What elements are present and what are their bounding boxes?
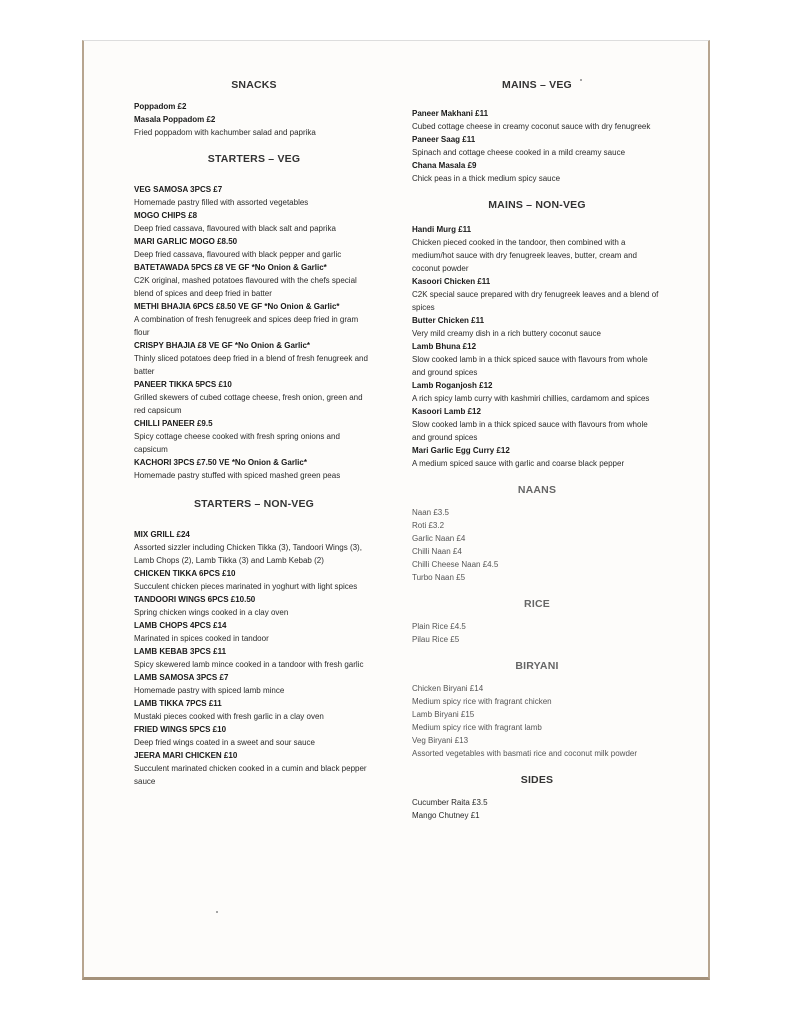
menu-line: Garlic Naan £4 xyxy=(412,534,466,543)
menu-item-title: CHICKEN TIKKA 6PCS £10 xyxy=(134,569,236,578)
menu-item-desc: Grilled skewers of cubed cottage cheese, fresh onion, green and red capsicum xyxy=(134,393,363,415)
menu-item-title: Kasoori Chicken £11 xyxy=(412,277,491,286)
biryani-section xyxy=(412,682,662,760)
menu-item-title: LAMB CHOPS 4PCS £14 xyxy=(134,621,227,630)
menu-item-desc: C2K special sauce prepared with dry fenugreek leaves and a blend of spices xyxy=(412,290,659,312)
menu-item-desc: Thinly sliced potatoes deep fried in a blend of fresh fenugreek and batter xyxy=(134,354,368,376)
menu-item-title: TANDOORI WINGS 6PCS £10.50 xyxy=(134,595,256,604)
menu-item-desc: Spicy cottage cheese cooked with fresh spring onions and capsicum xyxy=(134,432,340,454)
menu-item-desc: Chicken pieced cooked in the tandoor, then combined with a medium/hot sauce with dry fenugreek leaves, butter, cream and coconut powder xyxy=(412,238,638,273)
starters-nonveg-section xyxy=(134,528,374,788)
section-heading-mains-veg: MAINS – VEG xyxy=(502,79,572,91)
menu-line: Cucumber Raita £3.5 xyxy=(412,798,488,807)
menu-item-title: LAMB KEBAB 3PCS £11 xyxy=(134,647,227,656)
menu-item-title: Lamb Roganjosh £12 xyxy=(412,381,493,390)
section-heading-starters-nonveg: STARTERS – NON-VEG xyxy=(193,498,315,510)
menu-item-title: Butter Chicken £11 xyxy=(412,316,485,325)
menu-item-title: Paneer Makhani £11 xyxy=(412,109,489,118)
menu-item-desc: C2K original, mashed potatoes flavoured with the chefs special blend of spices and deep fried in batter xyxy=(134,276,357,298)
menu-item-desc: Fried poppadom with kachumber salad and paprika xyxy=(134,128,316,137)
menu-item-desc: A rich spicy lamb curry with kashmiri chillies, cardamom and spices xyxy=(412,394,650,403)
menu-item-desc: Deep fried wings coated in a sweet and sour sauce xyxy=(134,738,315,747)
menu-item-title: Lamb Bhuna £12 xyxy=(412,342,477,351)
menu-item-title: LAMB TIKKA 7PCS £11 xyxy=(134,699,222,708)
menu-line: Medium spicy rice with fragrant lamb xyxy=(412,723,542,732)
menu-item-desc: Deep fried cassava, flavoured with black pepper and garlic xyxy=(134,250,342,259)
menu-item-title: MOGO CHIPS £8 xyxy=(134,211,198,220)
section-heading-naans: NAANS xyxy=(517,484,557,496)
menu-item-title: CRISPY BHAJIA £8 VE GF *No Onion & Garlic* xyxy=(134,341,311,350)
menu-item-title: Chana Masala £9 xyxy=(412,161,477,170)
menu-item-title: VEG SAMOSA 3PCS £7 xyxy=(134,185,223,194)
rice-section xyxy=(412,620,662,646)
menu-item-desc: Slow cooked lamb in a thick spiced sauce with flavours from whole and ground spices xyxy=(412,420,648,442)
mains-veg-section xyxy=(412,107,662,185)
menu-item-desc: Homemade pastry filled with assorted vegetables xyxy=(134,198,309,207)
paper-speck xyxy=(216,911,218,913)
menu-item-desc: Succulent chicken pieces marinated in yoghurt with light spices xyxy=(134,582,358,591)
snacks-section xyxy=(134,100,374,139)
mains-nonveg-section xyxy=(412,223,662,470)
menu-item-desc: Cubed cottage cheese in creamy coconut sauce with dry fenugreek xyxy=(412,122,651,131)
menu-item-desc: A combination of fresh fenugreek and spices deep fried in gram flour xyxy=(134,315,359,337)
menu-item-desc: Slow cooked lamb in a thick spiced sauce with flavours from whole and ground spices xyxy=(412,355,648,377)
menu-item-title: BATETAWADA 5PCS £8 VE GF *No Onion & Garlic* xyxy=(134,263,327,272)
menu-item-desc: Assorted sizzler including Chicken Tikka (3), Tandoori Wings (3), Lamb Chops (2), Lamb Tikka (3) and Lamb Kebab (2) xyxy=(134,543,362,565)
menu-line: Chilli Naan £4 xyxy=(412,547,462,556)
menu-item-desc: Succulent marinated chicken cooked in a cumin and black pepper sauce xyxy=(134,764,367,786)
menu-item-desc: Mustaki pieces cooked with fresh garlic in a clay oven xyxy=(134,712,324,721)
naans-section xyxy=(412,506,662,584)
menu-line: Roti £3.2 xyxy=(412,521,445,530)
menu-line: Chilli Cheese Naan £4.5 xyxy=(412,560,499,569)
menu-item-title: KACHORI 3PCS £7.50 VE *No Onion & Garlic* xyxy=(134,458,307,467)
menu-item-desc: Deep fried cassava, flavoured with black salt and paprika xyxy=(134,224,336,233)
menu-item-desc: Spinach and cottage cheese cooked in a mild creamy sauce xyxy=(412,148,626,157)
menu-item-title: JEERA MARI CHICKEN £10 xyxy=(134,751,238,760)
menu-line: Pilau Rice £5 xyxy=(412,635,460,644)
left-column xyxy=(134,79,374,788)
menu-item-desc: Spring chicken wings cooked in a clay oven xyxy=(134,608,289,617)
menu-item-title: PANEER TIKKA 5PCS £10 xyxy=(134,380,232,389)
menu-item-title: LAMB SAMOSA 3PCS £7 xyxy=(134,673,229,682)
menu-line: Mango Chutney £1 xyxy=(412,811,480,820)
starters-veg-section xyxy=(134,183,374,482)
right-column xyxy=(412,79,662,822)
paper-speck xyxy=(580,79,582,81)
section-heading-sides: SIDES xyxy=(520,774,554,786)
section-heading-snacks: SNACKS xyxy=(231,79,277,91)
menu-item-desc: Homemade pastry stuffed with spiced mashed green peas xyxy=(134,471,341,480)
menu-item-desc: Homemade pastry with spiced lamb mince xyxy=(134,686,285,695)
menu-item-title: CHILLI PANEER £9.5 xyxy=(134,419,213,428)
section-heading-starters-veg: STARTERS – VEG xyxy=(207,153,301,165)
menu-line: Chicken Biryani £14 xyxy=(412,684,484,693)
menu-item-title: Paneer Saag £11 xyxy=(412,135,476,144)
menu-item-title: METHI BHAJIA 6PCS £8.50 VE GF *No Onion & Garlic* xyxy=(134,302,340,311)
menu-item-title: Kasoori Lamb £12 xyxy=(412,407,481,416)
menu-item-desc: Marinated in spices cooked in tandoor xyxy=(134,634,269,643)
menu-item-desc: Very mild creamy dish in a rich buttery coconut sauce xyxy=(412,329,601,338)
section-heading-mains-nonveg: MAINS – NON-VEG xyxy=(488,199,586,211)
menu-item-title: Poppadom £2 xyxy=(134,102,187,111)
menu-line: Turbo Naan £5 xyxy=(412,573,466,582)
menu-item-desc: A medium spiced sauce with garlic and coarse black pepper xyxy=(412,459,625,468)
menu-line: Veg Biryani £13 xyxy=(412,736,469,745)
menu-line: Medium spicy rice with fragrant chicken xyxy=(412,697,552,706)
menu-item-desc: Spicy skewered lamb mince cooked in a tandoor with fresh garlic xyxy=(134,660,364,669)
section-heading-rice: RICE xyxy=(524,598,550,610)
menu-item-title: Mari Garlic Egg Curry £12 xyxy=(412,446,510,455)
section-heading-biryani: BIRYANI xyxy=(515,660,559,672)
menu-item-title: Masala Poppadom £2 xyxy=(134,115,216,124)
menu-line: Assorted vegetables with basmati rice and coconut milk powder xyxy=(412,749,637,758)
menu-page xyxy=(82,40,710,980)
menu-line: Lamb Biryani £15 xyxy=(412,710,475,719)
sides-section xyxy=(412,796,662,822)
menu-item-title: MIX GRILL £24 xyxy=(134,530,190,539)
menu-line: Naan £3.5 xyxy=(412,508,449,517)
menu-item-title: FRIED WINGS 5PCS £10 xyxy=(134,725,227,734)
menu-line: Plain Rice £4.5 xyxy=(412,622,466,631)
menu-item-title: MARI GARLIC MOGO £8.50 xyxy=(134,237,238,246)
menu-item-desc: Chick peas in a thick medium spicy sauce xyxy=(412,174,561,183)
menu-item-title: Handi Murg £11 xyxy=(412,225,472,234)
